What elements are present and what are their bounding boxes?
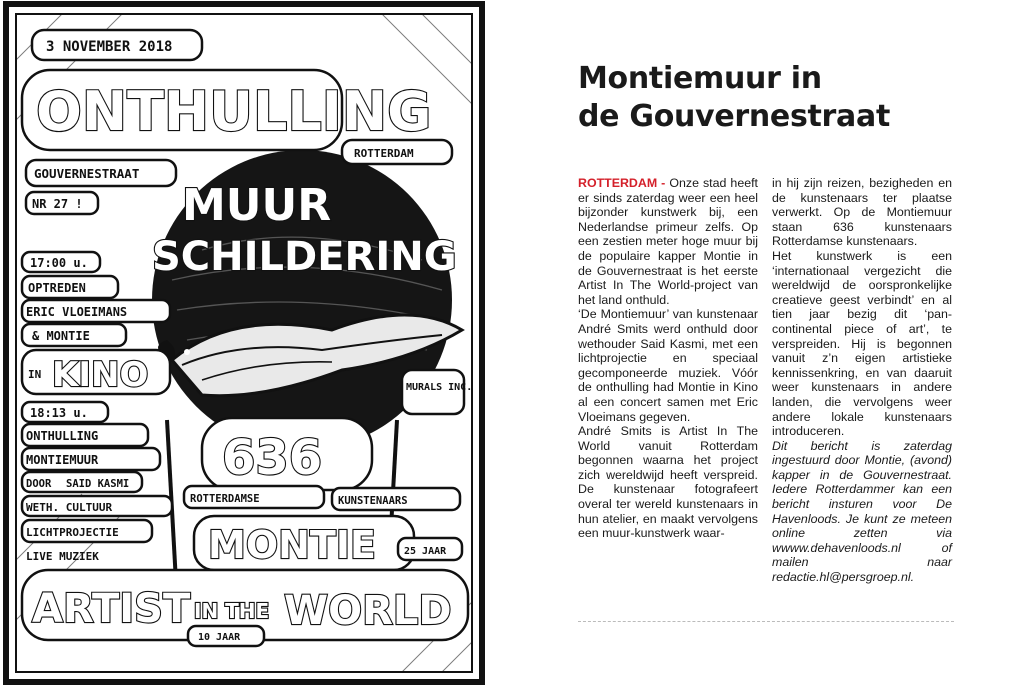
poster-unveiling: ONTHULLING (26, 429, 99, 443)
poster-artist: ARTIST (32, 586, 191, 632)
poster-performance: OPTREDEN (28, 281, 86, 295)
dateline: ROTTERDAM - (578, 176, 670, 190)
poster-main-line2: SCHILDERING (152, 234, 457, 280)
poster-time2: 18:13 u. (30, 406, 88, 420)
headline-line-1: Montiemuur in (578, 61, 822, 96)
poster-artists: KUNSTENAARS (338, 495, 408, 507)
poster-local: ROTTERDAMSE (190, 493, 260, 505)
article-body (578, 176, 952, 585)
poster-wall: MONTIEMUUR (26, 453, 99, 467)
poster-years25: 25 JAAR (404, 546, 447, 557)
paragraph-4: Het kunstwerk is een ‘internationaal vergezicht die wereldwijd de oorspronkelijke creatieve geest verbindt’ en al tien jaar bezig dit ‘pan-continental piece of art’, te verspreiden. Hij is begonnen vanuit z’n eigen artistieke kennissenkring, en van daaruit weer kunstenaars in andere landen, die vervolgens weer andere lokale kunstenaars introduceren. (772, 248, 952, 439)
article-column-right (772, 176, 952, 585)
poster-svg (2, 0, 488, 686)
poster-with: & MONTIE (32, 329, 90, 343)
poster-time1: 17:00 u. (30, 256, 88, 270)
poster-by: DOOR (26, 478, 52, 490)
paragraph-3a: André Smits is Artist In The World vanuit Rotterdam begonnen waarna het project zich wereldwijd heeft verspreid. De kunstenaar fotografeert overal ter wereld kunstenaars in hun atelier, en maakt vervolgens een muur-kunstwerk waar- (578, 424, 758, 541)
headline-line-2: de Gouvernestraat (578, 99, 890, 134)
poster-years10: 10 JAAR (198, 632, 241, 643)
paragraph-3b: in hij zijn reizen, bezigheden en de kunstenaars ter plaatse verwerkt. Op de Montiemuur staan 636 kunstenaars Rotterdamse kunstenaars. (772, 176, 952, 249)
poster-projection: LICHTPROJECTIE (26, 526, 119, 539)
poster-role: WETH. CULTUUR (26, 501, 113, 514)
poster-world: WORLD (284, 588, 452, 634)
poster-illustration (2, 0, 488, 686)
paragraph-1-text: Onze stad heeft er sinds zaterdag weer een heel bijzonder kunstwerk bij, een Nederlandse primeur zelfs. Op een zestien meter hoge muur bij de populaire kapper Montie in de Gouvernestraat is het eerste Artist In The World-project van het land onthuld. (578, 176, 758, 307)
paragraph-1 (578, 176, 758, 307)
poster-in: IN (28, 368, 42, 381)
article-divider (578, 621, 954, 623)
poster-number: NR 27 ! (32, 197, 83, 211)
article-headline (578, 60, 958, 136)
poster-main-line1: MUUR (182, 180, 332, 231)
poster-street: GOUVERNESTRAAT (34, 166, 140, 181)
poster-date: 3 NOVEMBER 2018 (46, 39, 173, 55)
article-column-left (578, 176, 758, 585)
poster-music: LIVE MUZIEK (26, 550, 99, 563)
paragraph-5: Dit bericht is zaterdag ingestuurd door Montie, (avond) kapper in de Gouvernestraat. Iedere Rotterdammer kan een bericht insturen voor De Havenloods. Je kunt ze meteen online zetten via wwww.dehavenloods.nl of mailen naar redactie.hl@persgroep.nl. (772, 438, 952, 585)
poster-montie: MONTIE (208, 523, 376, 567)
poster-official: SAID KASMI (66, 478, 130, 490)
article-header (578, 60, 958, 136)
poster-in-the: IN THE (194, 599, 270, 623)
poster-city: ROTTERDAM (354, 147, 414, 160)
paragraph-2: ‘De Montiemuur’ van kunstenaar André Smits werd onthuld door wethouder Said Kasmi, met een lichtprojectie en speciaal gecomponeerde muziek. Vóór de onthulling had Montie in Kino al een concert samen met Eric Vloeimans gegeven. (578, 307, 758, 424)
poster-title: ONTHULLING (36, 80, 432, 143)
poster-count: 636 (222, 430, 323, 486)
poster-brand: MURALS INC. (406, 382, 473, 393)
poster-performer: ERIC VLOEIMANS (26, 305, 128, 319)
poster-venue: KINO (52, 355, 149, 395)
